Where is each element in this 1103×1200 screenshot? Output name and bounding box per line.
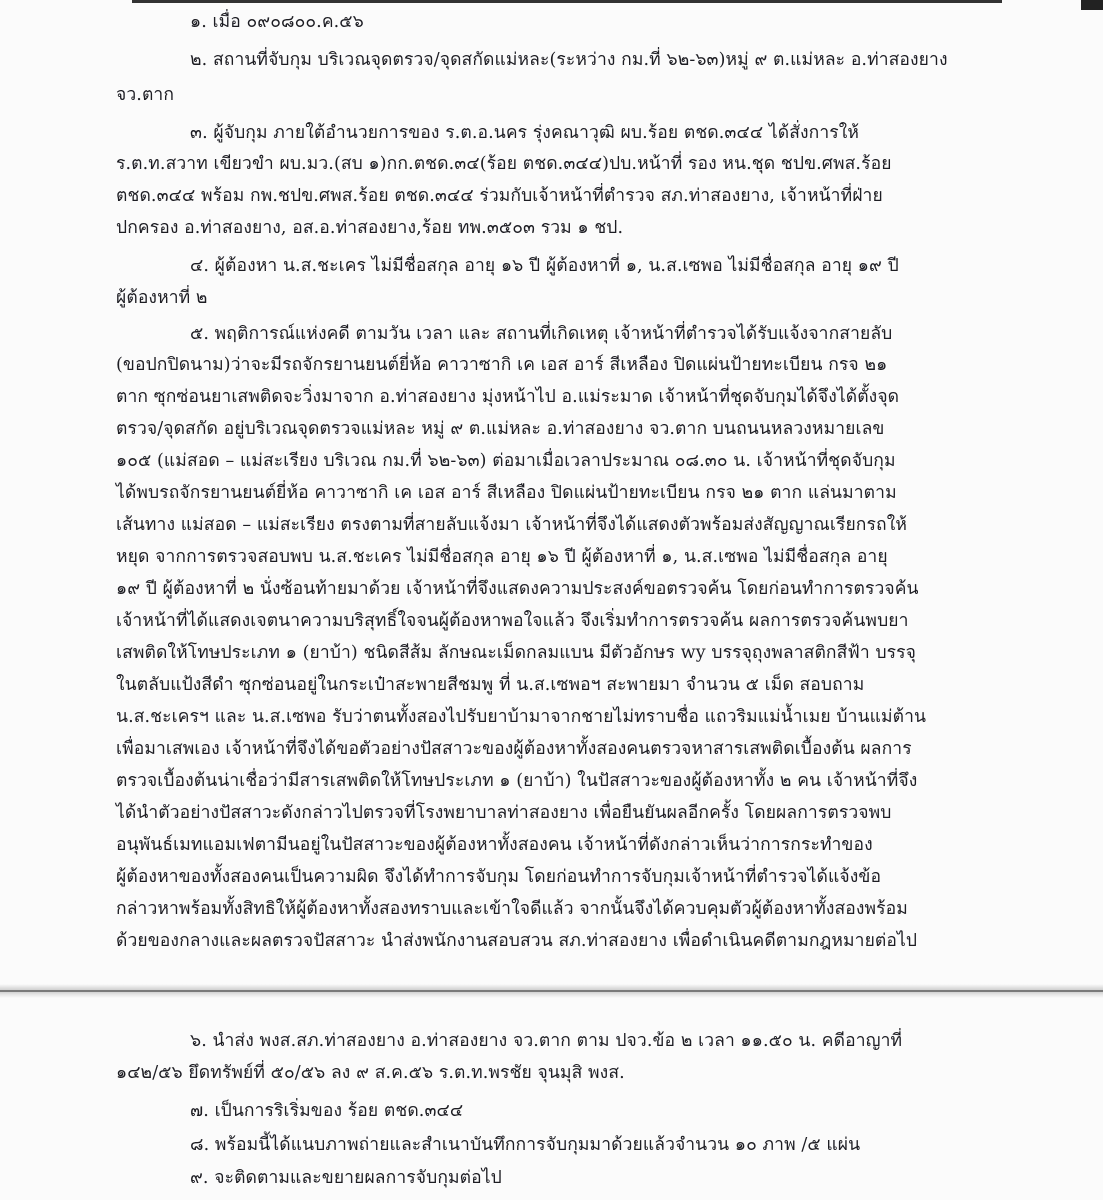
top-rule xyxy=(132,0,1002,3)
item-6-line-1: ๖. นำส่ง พงส.สภ.ท่าสองยาง อ.ท่าสองยาง จว.ตาก ตาม ปจว.ข้อ ๒ เวลา ๑๑.๕๐ น. คดีอาญาที่ xyxy=(190,1031,903,1051)
item-5-line-2: (ขอปกปิดนาม)ว่าจะมีรถจักรยานยนต์ยี่ห้อ คาวาซากิ เค เอส อาร์ สีเหลือง ปิดแผ่นป้ายทะเบียน กรจ ๒๑ xyxy=(116,355,888,375)
item-5-line-20: ด้วยของกลางและผลตรวจปัสสาวะ นำส่งพนักงานสอบสวน สภ.ท่าสองยาง เพื่อดำเนินคดีตามกฎหมายต่อไป xyxy=(116,931,918,951)
item-7-line: ๗. เป็นการริเริ่มของ ร้อย ตชด.๓๔๔ xyxy=(190,1101,464,1121)
item-2-line-1: ๒. สถานที่จับกุม บริเวณจุดตรวจ/จุดสกัดแม่หละ(ระหว่าง กม.ที่ ๖๒-๖๓)หมู่ ๙ ต.แม่หละ อ.ท่าสองยาง xyxy=(190,50,948,70)
item-5-line-17: อนุพันธ์เมทแอมเฟตามีนอยู่ในปัสสาวะของผู้ต้องหาทั้งสองคน เจ้าหน้าที่ดังกล่าวเห็นว่าการกระทำของ xyxy=(116,835,873,855)
item-5-line-10: เจ้าหน้าที่ได้แสดงเจตนาความบริสุทธิ์ใจจนผู้ต้องหาพอใจแล้ว จึงเริ่มทำการตรวจค้น ผลการตรวจค้นพบยา xyxy=(116,611,909,631)
item-3-line-1: ๓. ผู้จับกุม ภายใต้อำนวยการของ ร.ต.อ.นคร รุ่งคณาวุฒิ ผบ.ร้อย ตชด.๓๔๔ ได้สั่งการให้ xyxy=(190,123,860,143)
item-5-line-7: เส้นทาง แม่สอด – แม่สะเรียง ตรงตามที่สายลับแจ้งมา เจ้าหน้าที่จึงได้แสดงตัวพร้อมส่งสัญญาณเรียกรถให้ xyxy=(116,515,907,535)
item-4-line-2: ผู้ต้องหาที่ ๒ xyxy=(116,288,208,308)
item-5-line-19: กล่าวหาพร้อมทั้งสิทธิให้ผู้ต้องหาทั้งสองทราบและเข้าใจดีแล้ว จากนั้นจึงได้ควบคุมตัวผู้ต้องหาทั้งสองพร้อม xyxy=(116,899,908,919)
item-5-line-4: ตรวจ/จุดสกัด อยู่บริเวณจุดตรวจแม่หละ หมู่ ๙ ต.แม่หละ อ.ท่าสองยาง จว.ตาก บนถนนหลวงหมายเลข xyxy=(116,419,885,439)
item-5-line-18: ผู้ต้องหาของทั้งสองคนเป็นความผิด จึงได้ทำการจับกุม โดยก่อนทำการจับกุมเจ้าหน้าที่ตำรวจได้แจ้งข้อ xyxy=(116,867,882,887)
scan-fold-line xyxy=(0,990,1103,992)
item-5-line-13: น.ส.ชะเครฯ และ น.ส.เซพอ รับว่าตนทั้งสองไปรับยาบ้ามาจากชายไม่ทราบชื่อ แถวริมแม่น้ำเมย บ้านแม่ต้าน xyxy=(116,707,927,727)
item-5-line-11: เสพติดให้โทษประเภท ๑ (ยาบ้า) ชนิดสีส้ม ลักษณะเม็ดกลมแบน มีตัวอักษร wy บรรจุถุงพลาสติกสีฟ้า บรรจุ xyxy=(116,643,917,663)
item-2-line-2: จว.ตาก xyxy=(116,85,175,105)
item-3-line-4: ปกครอง อ.ท่าสองยาง, อส.อ.ท่าสองยาง,ร้อย ทพ.๓๕๐๓ รวม ๑ ชป. xyxy=(116,218,624,238)
item-9-line: ๙. จะติดตามและขยายผลการจับกุมต่อไป xyxy=(190,1168,502,1188)
item-3-line-2: ร.ต.ท.สวาท เขียวขำ ผบ.มว.(สบ ๑)กก.ตชด.๓๔(ร้อย ตชด.๓๔๔)ปบ.หน้าที่ รอง หน.ชุด ชปข.ศพส.ร้อย xyxy=(116,154,892,174)
item-5-line-12: ในตลับแป้งสีดำ ซุกซ่อนอยู่ในกระเป๋าสะพายสีชมพู ที่ น.ส.เซพอฯ สะพายมา จำนวน ๕ เม็ด สอบถาม xyxy=(116,675,865,695)
item-1-line: ๑. เมื่อ ๐๙๐๘๐๐.ค.๕๖ xyxy=(190,12,364,32)
item-8-line: ๘. พร้อมนี้ได้แนบภาพถ่ายและสำเนาบันทึกการจับกุมมาด้วยแล้วจำนวน ๑๐ ภาพ /๕ แผ่น xyxy=(190,1135,861,1155)
item-5-line-3: ตาก ซุกซ่อนยาเสพติดจะวิ่งมาจาก อ.ท่าสองยาง มุ่งหน้าไป อ.แม่ระมาด เจ้าหน้าที่ชุดจับกุมได้จึงได้ตั้งจุด xyxy=(116,387,900,407)
item-5-line-16: ได้นำตัวอย่างปัสสาวะดังกล่าวไปตรวจที่โรงพยาบาลท่าสองยาง เพื่อยืนยันผลอีกครั้ง โดยผลการตรวจพบ xyxy=(116,803,892,823)
item-5-line-5: ๑๐๕ (แม่สอด – แม่สะเรียง บริเวณ กม.ที่ ๖๒-๖๓) ต่อมาเมื่อเวลาประมาณ ๐๘.๓๐ น. เจ้าหน้าที่ชุดจับกุม xyxy=(116,451,896,471)
item-4-line-1: ๔. ผู้ต้องหา น.ส.ชะเคร ไม่มีชื่อสกุล อายุ ๑๖ ปี ผู้ต้องหาที่ ๑, น.ส.เซพอ ไม่มีชื่อสกุล อายุ ๑๙ ปี xyxy=(190,256,899,276)
item-5-line-9: ๑๙ ปี ผู้ต้องหาที่ ๒ นั่งซ้อนท้ายมาด้วย เจ้าหน้าที่จึงแสดงความประสงค์ขอตรวจค้น โดยก่อนทำการตรวจค้น xyxy=(116,579,919,599)
item-5-line-14: เพื่อมาเสพเอง เจ้าหน้าที่จึงได้ขอตัวอย่างปัสสาวะของผู้ต้องหาทั้งสองคนตรวจหาสารเสพติดเบื้องต้น ผลการ xyxy=(116,739,912,759)
item-5-line-6: ได้พบรถจักรยานยนต์ยี่ห้อ คาวาซากิ เค เอส อาร์ สีเหลือง ปิดแผ่นป้ายทะเบียน กรจ ๒๑ ตาก แล่นมาตาม xyxy=(116,483,897,503)
item-6-line-2: ๑๔๒/๕๖ ยึดทรัพย์ที่ ๕๐/๕๖ ลง ๙ ส.ค.๕๖ ร.ต.ท.พรชัย จุนมุสิ พงส. xyxy=(116,1063,625,1083)
item-3-line-3: ตชด.๓๔๔ พร้อม กพ.ชปข.ศพส.ร้อย ตชด.๓๔๔ ร่วมกับเจ้าหน้าที่ตำรวจ สภ.ท่าสองยาง, เจ้าหน้าที่ฝ่าย xyxy=(116,186,883,206)
item-5-line-1: ๕. พฤติการณ์แห่งคดี ตามวัน เวลา และ สถานที่เกิดเหตุ เจ้าหน้าที่ตำรวจได้รับแจ้งจากสายลับ xyxy=(190,324,893,344)
item-5-line-8: หยุด จากการตรวจสอบพบ น.ส.ชะเคร ไม่มีชื่อสกุล อายุ ๑๖ ปี ผู้ต้องหาที่ ๑, น.ส.เซพอ ไม่มีชื่อสกุล อายุ xyxy=(116,547,888,567)
item-5-line-15: ตรวจเบื้องต้นน่าเชื่อว่ามีสารเสพติดให้โทษประเภท ๑ (ยาบ้า) ในปัสสาวะของผู้ต้องหาทั้ง ๒ คน เจ้าหน้าที่จึง xyxy=(116,771,918,791)
scan-edge-mark xyxy=(1081,0,1103,10)
